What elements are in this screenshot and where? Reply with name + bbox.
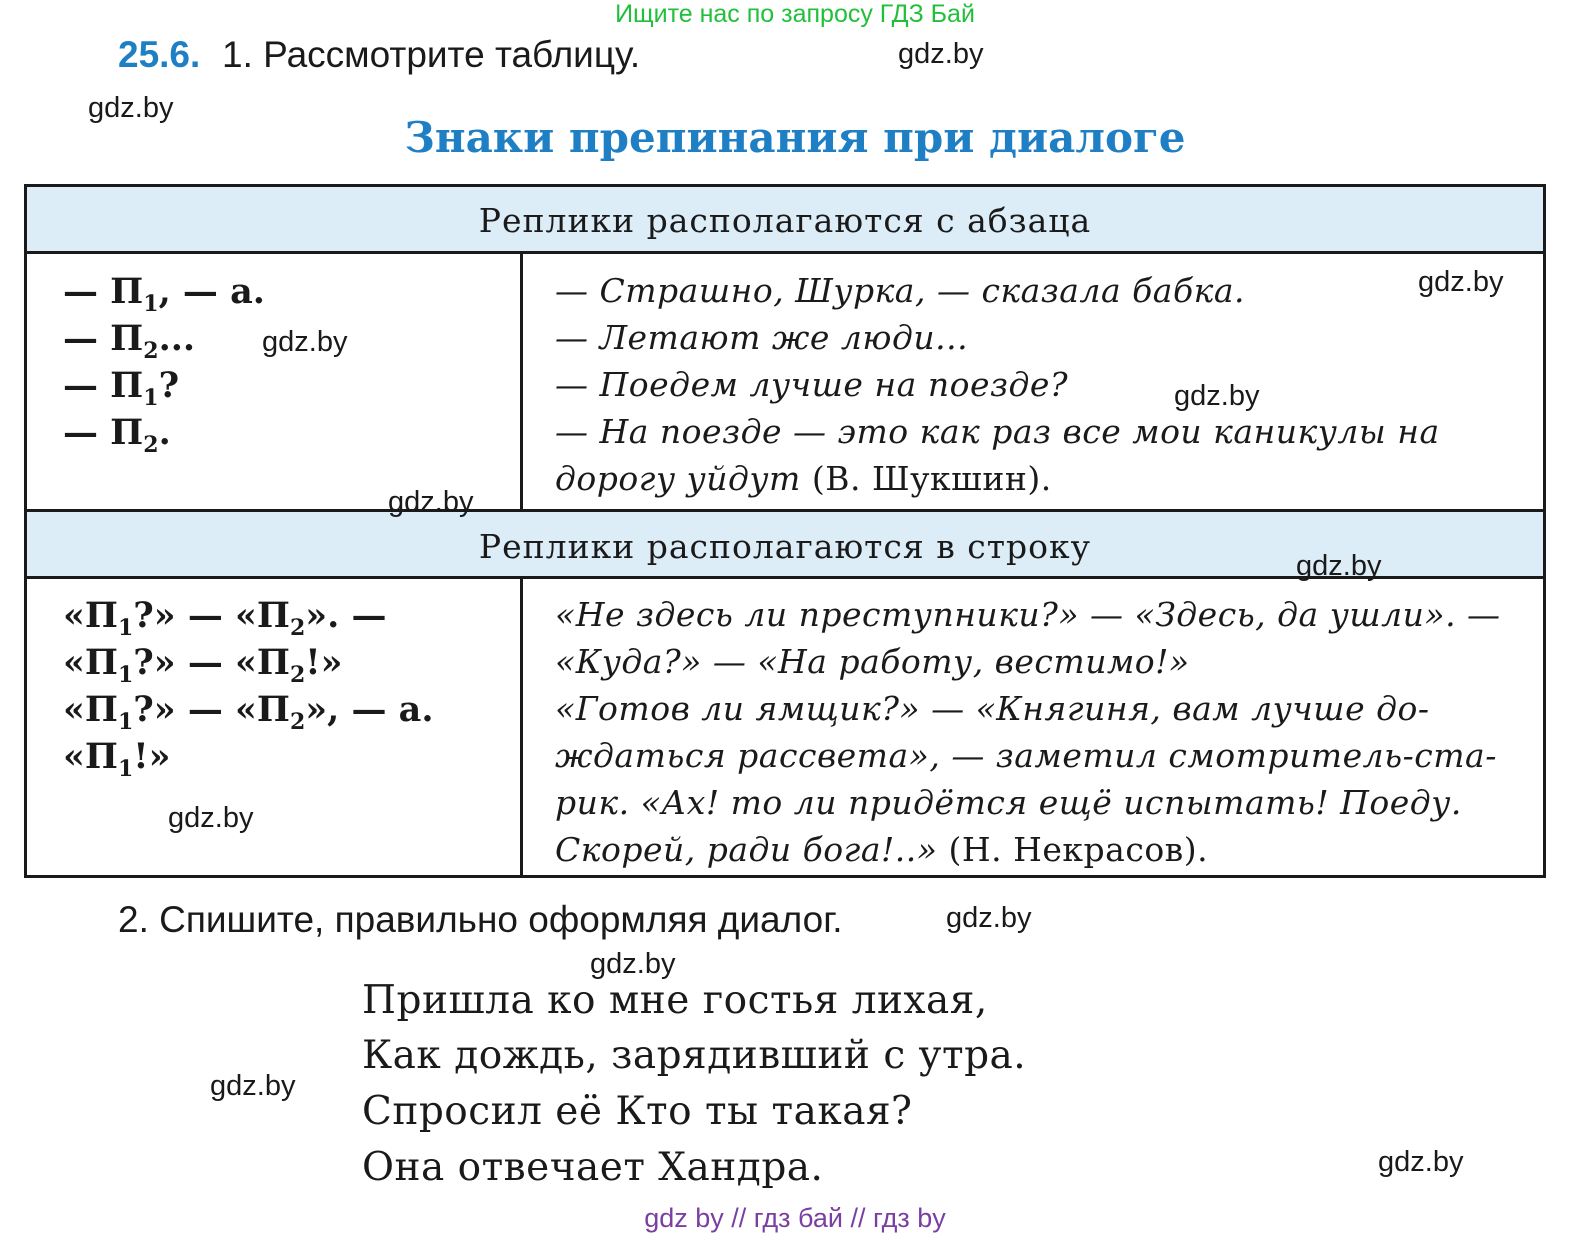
pattern-row: «$П_1$?» — «$П_2$», — а. [63,689,434,735]
poem-line: Спросил её Кто ты такая? [362,1089,913,1134]
attribution: (В. Шукшин). [811,459,1052,498]
watermark: gdz.by [1296,550,1382,582]
example-line: ждаться рассвета», — заметил смотритель-ста- [555,736,1497,775]
pattern-row: — $П_2$. [63,412,171,458]
example-line: Скорей, ради бога!..» (Н. Некрасов). [555,830,1209,869]
pattern-row: — $П_1$? [63,365,180,411]
poem-line: Пришла ко мне гостья лихая, [362,978,988,1023]
example-line: — Страшно, Шурка, — сказала бабка. [555,271,1245,310]
attribution: (Н. Некрасов). [948,830,1209,869]
example-line: дорогу уйдут (В. Шукшин). [555,459,1052,498]
pattern-row: «$П_1$!» [63,736,171,782]
column-divider [520,576,523,878]
example-line: — Поедем лучше на поезде? [555,365,1069,404]
example-line: — На поезде — это как раз все мои каникулы на [555,412,1440,451]
pattern-row: — $П_2$... [63,318,196,364]
column-divider [520,251,523,512]
example-line: рик. «Ах! то ли придётся ещё испытать! Поеду. [555,783,1462,822]
poem-line: Как дождь, зарядивший с утра. [362,1033,1027,1078]
watermark: gdz.by [1378,1146,1464,1178]
example-line: — Летают же люди... [555,318,969,357]
pattern-row: «$П_1$?» — «$П_2$!» [63,642,343,688]
footer-watermark: gdz by // гдз бай // гдз by [644,1203,946,1233]
watermark: gdz.by [210,1070,296,1102]
watermark: gdz.by [1418,266,1504,298]
example-line: «Куда?» — «На работу, вестимо!» [555,642,1190,681]
watermark: gdz.by [88,92,174,124]
watermark: gdz.by [262,326,348,358]
watermark: gdz.by [898,38,984,70]
top-banner: Ищите нас по запросу ГДЗ Бай [615,0,975,28]
exercise-number: 25.6. [118,34,201,75]
pattern-row: «$П_1$?» — «$П_2$». — [63,595,387,641]
watermark: gdz.by [946,902,1032,934]
section1-header: Реплики располагаются с абзаца [27,187,1543,254]
table-title: Знаки препинания при диалоге [404,113,1186,162]
example-line: «Готов ли ямщик?» — «Княгиня, вам лучше до- [555,689,1430,728]
punctuation-table [24,184,1546,878]
task-1-text: 1. Рассмотрите таблицу. [222,34,641,75]
task-2-text: 2. Спишите, правильно оформляя диалог. [118,899,843,940]
poem-line: Она отвечает Хандра. [362,1145,824,1190]
watermark: gdz.by [168,802,254,834]
watermark: gdz.by [1174,380,1260,412]
section2-header: Реплики располагаются в строку [27,509,1543,579]
watermark: gdz.by [590,948,676,980]
example-line: «Не здесь ли преступники?» — «Здесь, да ушли». — [555,595,1501,634]
watermark: gdz.by [388,486,474,518]
pattern-row: — $П_1$, — а. [63,271,265,317]
